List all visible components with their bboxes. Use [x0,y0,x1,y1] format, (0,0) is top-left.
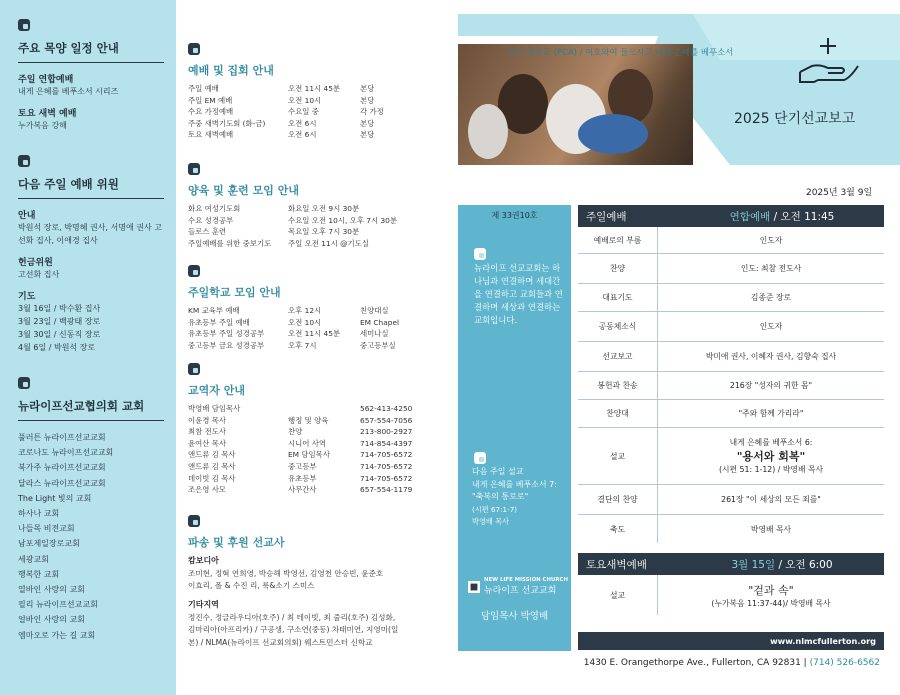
table-row [188,449,450,461]
section-icon [188,515,200,527]
schedule-section [18,16,164,132]
other-list: 정진수, 정글라우디아(호주) / 최 테이빗, 최 줄리(호주) 김성화, 김마리아(아프리카) / 구공생, 구소연(중동) 차태미연, 지영미(일본) / NLMA(뉴라이프 선교회의회) 웨스트민스터 신학교 [188,612,399,647]
sermon-title: "용서와 회복" [736,450,806,463]
cell: 본당 [360,84,375,93]
cell: 오후 12시 [288,306,322,315]
cell: 수요 성경공부 [188,215,234,225]
cell: 유초등부 주일 예배 [188,317,250,327]
senior-pastor: 담임목사 박영배 [480,611,549,622]
church-item: 남포제일장로교회 [18,539,80,549]
table-row [188,215,450,227]
table-row [188,438,450,450]
next-sermon-icon [474,452,486,464]
giving-hand-icon [798,36,860,88]
saturday-sermon-row [578,575,884,615]
cell: 화요 여성기도회 [188,204,241,213]
order-label: 설교 [578,575,658,615]
next-sermon-ref: (시편 67:1-7) [472,504,518,514]
mission-icon [474,248,486,260]
section-title: 주요 목양 일정 안내 [18,40,164,63]
cell: 조은영 사모 [188,485,227,495]
order-value: 216장 "성자의 귀한 몸" [729,381,813,390]
next-sermon-label: 다음 주일 설교 [472,467,524,476]
order-label: 찬양대 [578,400,658,427]
section-title: 파송 및 후원 선교사 [188,536,285,549]
saturday-sermon-detail [658,575,884,615]
cell: 유초등부 [288,473,317,483]
cell: 화요일 오전 9시 30분 [288,204,360,213]
table-row [188,403,450,415]
left-panel [0,0,176,695]
cell: 토요 새벽예배 [188,130,234,140]
order-value: 인도자 [759,322,783,331]
section-icon [188,43,200,55]
next-sermon-preacher: 박영배 목사 [472,517,510,527]
cell: 주일 오전 11시 @기도실 [288,238,369,248]
cell: 오전 6시 [288,118,317,128]
cell: 세미나실 [360,329,389,339]
table-row [188,129,450,141]
order-label: 설교 [578,428,658,484]
staff-section [188,360,450,496]
cell: 주일 예배 [188,84,219,93]
mission-statement: 뉴라이프 선교교회는 하나님과 연결하며 세대간을 연결하고 교회들과 연결하며 세상과 연결하는 교회입니다. [474,263,563,325]
saturday-sermon-title: "겉과 속" [748,583,794,597]
usher-head: 안내 [18,211,36,221]
church-item: 열바인 사랑의 교회 [18,585,85,595]
cell: 본당 [360,130,375,140]
worship-committee-section [18,152,164,354]
right-panel [458,0,900,695]
church-name-en: NEW LIFE MISSION CHURCH [483,577,568,583]
page-title: 2025 단기선교보고 [734,111,856,127]
bulletin-date: 2025년 3월 9일 [806,188,873,198]
next-sermon-title: "축복의 통로로" [472,492,529,502]
mission-trip-photo [458,44,693,165]
table-row [188,426,450,438]
cell: 수요 가정예배 [188,107,234,117]
saturday-service [680,557,884,572]
cell: 213-800-2927 [360,427,413,437]
order-row [578,515,884,543]
order-value: 261장 "이 세상의 모든 죄를" [721,495,821,504]
cell: 주중 새벽기도회 (화-금) [188,118,266,128]
order-label: 결단의 찬양 [578,485,658,514]
cambodia-list: 조미현, 정혁 연희영, 박승해 박영선, 김영천 안승빈, 윤준호 이효리, 폴 & 수진 리, 룩&소기 스미스 [188,569,384,591]
cell: 중고등부 금요 성경공부 [188,340,265,350]
table-row [188,305,450,317]
order-value: 박미애 권사, 이혜자 권사, 김향숙 집사 [705,352,837,361]
order-value: "주와 함께 가리라" [738,409,804,418]
saturday-date: 3월 15일 [731,558,776,571]
table-row [188,106,450,118]
sunday-header [578,205,884,227]
section-icon [18,19,30,31]
missions-section [188,512,450,649]
section-title: 예배 및 집회 안내 [188,64,274,77]
cell: 657-554-1179 [360,485,413,495]
section-icon [188,163,200,175]
order-value: 인도: 최참 전도사 [740,264,802,273]
table-row [188,83,450,95]
address-text: 1430 E. Orangethorpe Ave., Fullerton, CA 92831 | [583,658,807,668]
section-icon [18,377,30,389]
table-row [188,118,450,130]
table-row [188,95,450,107]
sermon-series: 내게 은혜를 베푸소서 6: [729,438,813,447]
cell: 714-705-6572 [360,473,413,483]
cell: KM 교육부 예배 [188,306,240,315]
cell: 본당 [360,95,375,105]
table-row [188,461,450,473]
prayer-item: 3월 30일 / 신동직 장로 [18,330,101,339]
table-row [188,340,450,352]
cell: 오전 10시 [288,317,322,327]
order-of-worship [578,205,884,615]
order-row [578,312,884,342]
cell: 유초등부 주일 성경공부 [188,329,265,339]
offering-body: 고선화 집사 [18,270,60,279]
next-sermon [472,466,568,529]
order-label: 봉헌과 찬송 [578,372,658,399]
section-title: 다음 주일 예배 위원 [18,176,164,199]
cell: EM Chapel [360,317,400,327]
worship-schedule-section [188,40,450,141]
header-verse: 미국 장로교 (PCA) / 여호와여 들으시고 내게 은혜를 베푸소서 [508,47,734,57]
church-item: 나들목 비전교회 [18,524,75,534]
cell: 562-413-4250 [360,404,413,413]
prayer-item: 3월 23일 / 백광태 장로 [18,317,101,326]
sermon-detail [658,428,884,484]
cambodia-head: 캄보디아 [188,556,219,565]
table-row [188,226,450,238]
section-icon [188,363,200,375]
training-section [188,160,450,249]
church-item: 달라스 뉴라이프선교교회 [18,478,106,488]
church-item: 엠마오로 가는 길 교회 [18,630,96,640]
order-label: 선교보고 [578,342,658,371]
phone-number: (714) 526-6562 [809,658,880,668]
other-head: 기타지역 [188,599,219,609]
cell: 714-854-4397 [360,438,413,448]
cell: 본당 [360,118,375,128]
sunday-school-section [188,262,450,351]
schedule-body: 내게 은혜를 베푸소서 시리즈 [18,87,119,96]
order-label: 대표기도 [578,284,658,311]
cell: 데이빗 김 목사 [188,473,236,483]
schedule-body: 누가복음 강해 [18,121,67,130]
cell: 윤여산 목사 [188,438,227,448]
section-title: 양육 및 훈련 모임 안내 [188,184,299,197]
cell: 주일예배를 위한 중보기도 [188,238,272,248]
church-item: 얼바인 사랑의 교회 [18,615,85,625]
cell: 친양대실 [360,306,389,315]
service-name: 연합예배 [729,210,771,223]
order-label: 축도 [578,515,658,543]
cell: EM 담임목사 [288,450,330,460]
order-row [578,342,884,372]
cell: 목요일 오후 7시 30분 [288,227,360,237]
church-item: 세광교회 [18,554,49,564]
usher-body: 박원석 장로, 박명혜 권사, 서명애 권사 고선화 집사, 이애경 집사 [18,223,162,245]
order-value: 김종준 장로 [750,293,792,302]
cell: 중고등부실 [360,340,396,350]
church-name-kr: 뉴라이프 선교교회 [483,586,557,596]
cell: 앤드류 김 목사 [188,461,236,471]
cell: 중고등부 [288,461,317,471]
service-time: / 오전 11:45 [773,210,835,223]
order-value: 박영배 목사 [750,524,792,534]
cell: 오전 11시 45분 [288,329,341,339]
cell [288,403,358,415]
order-label: 예배로의 부름 [578,227,658,253]
churches-section [18,374,164,643]
schedule-head: 주일 연합예배 [18,75,74,85]
section-title: 주일학교 모임 안내 [188,286,281,299]
next-sermon-series: 내게 은혜를 베푸소서 7: [472,479,557,489]
order-row [578,284,884,312]
table-row [188,473,450,485]
sunday-service [680,209,884,224]
cell: 이윤경 목사 [188,415,227,425]
section-icon [188,265,200,277]
church-logo-icon [468,580,480,594]
prayer-item: 4월 6일 / 박원석 장로 [18,343,96,352]
sermon-ref: (시편 51: 1-12) / 박영배 목사 [718,465,824,474]
middle-panel [188,0,450,695]
church-item: 하사나 교회 [18,509,60,519]
church-item: 행복한 교회 [18,569,60,579]
order-label: 공동체소식 [578,312,658,341]
church-item: 필리 뉴라이프선교교회 [18,600,98,610]
table-row [188,328,450,340]
order-value: 인도자 [759,235,783,245]
table-row [188,238,450,250]
cell: 714-705-6572 [360,450,413,460]
cell: 오후 7시 [288,340,317,350]
cell: 오전 10시 [288,95,322,105]
cell: 714-705-6572 [360,461,413,471]
order-row [578,227,884,254]
volume-number: 제 33권10호 [491,211,538,220]
order-row [578,372,884,400]
offering-head: 헌금위원 [18,258,53,268]
cell: 앤드류 김 목사 [188,450,236,460]
section-title: 뉴라이프선교협의회 교회 [18,398,164,421]
saturday-label: 토요새벽예배 [586,558,647,571]
cell: 박영배 담임목사 [188,404,241,413]
church-item: 풀러튼 뉴라이프선교교회 [18,433,106,442]
table-row [188,415,450,427]
cell: 들로스 훈련 [188,227,227,237]
church-item: 코로나도 뉴라이프선교교회 [18,448,114,458]
cell: 찬양 [288,427,303,437]
cell: 수요일 중 [288,107,319,117]
cell: 657-554-7056 [360,415,413,425]
sermon-row [578,428,884,485]
cell: 오전 6시 [288,130,317,140]
cell: 사무간사 [288,485,317,495]
order-row [578,254,884,284]
order-row [578,485,884,515]
cell: 수요일 오전 10시, 오후 7시 30분 [288,215,398,225]
prayer-item: 3월 16일 / 박수환 집사 [18,304,101,313]
prayer-head: 기도 [18,292,36,302]
table-row [188,203,450,215]
church-item: The Light 빛의 교회 [18,493,92,503]
order-row [578,400,884,428]
cell: 최참 전도사 [188,427,227,437]
order-label: 찬양 [578,254,658,283]
table-row [188,484,450,496]
cell: 행정 및 양육 [288,415,329,425]
table-row [188,317,450,329]
section-title: 교역자 안내 [188,384,245,397]
cell: 시니어 사역 [288,438,327,448]
church-address [578,658,884,668]
saturday-time: / 오전 6:00 [778,558,833,571]
cell: 오전 11시 45분 [288,84,341,93]
saturday-sermon-ref: (누가복음 11:37-44)/ 박영배 목사 [711,598,831,608]
church-item: 북가주 뉴라이프선교교회 [18,463,106,473]
church-logo [468,577,568,596]
saturday-header [578,553,884,575]
section-icon [18,155,30,167]
website-link[interactable]: www.nlmcfullerton.org [578,632,884,650]
cell: 주일 EM 예배 [188,95,233,105]
sunday-label: 주일예배 [586,210,627,223]
schedule-head: 토요 새벽 예배 [18,109,77,119]
cell: 각 가정 [360,107,384,117]
